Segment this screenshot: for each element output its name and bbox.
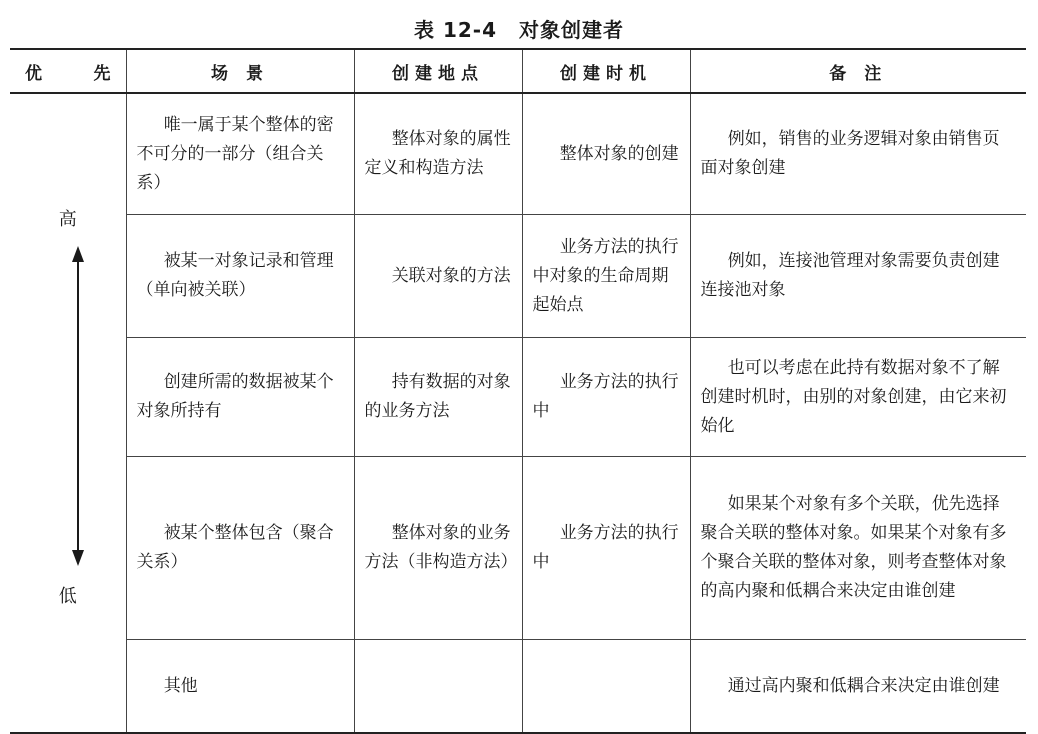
notes-cell: 如果某个对象有多个关联，优先选择聚合关联的整体对象。如果某个对象有多个聚合关联的整体对象，则考查整体对象的高内聚和低耦合来决定由谁创建 [690, 457, 1026, 640]
location-cell: 关联对象的方法 [354, 215, 522, 338]
scene-cell: 唯一属于某个整体的密不可分的一部分（组合关系） [126, 93, 354, 215]
notes-cell: 例如，销售的业务逻辑对象由销售页面对象创建 [690, 93, 1026, 215]
header-priority-right: 先 [93, 63, 111, 84]
scene-cell: 被某个整体包含（聚合关系） [126, 457, 354, 640]
timing-cell: 整体对象的创建 [522, 93, 690, 215]
timing-cell [522, 640, 690, 734]
header-timing: 创建时机 [522, 49, 690, 93]
table-row [10, 338, 1026, 457]
timing-cell: 业务方法的执行中对象的生命周期起始点 [522, 215, 690, 338]
priority-column [10, 93, 126, 733]
table-row [10, 215, 1026, 338]
table-row [10, 93, 1026, 215]
table-row [10, 640, 1026, 734]
priority-high-label: 高 [58, 209, 77, 230]
header-scene: 场 景 [126, 49, 354, 93]
scene-cell: 其他 [126, 640, 354, 734]
notes-cell: 通过高内聚和低耦合来决定由谁创建 [690, 640, 1026, 734]
priority-low-label: 低 [58, 586, 77, 607]
location-cell: 整体对象的属性定义和构造方法 [354, 93, 522, 215]
notes-cell: 例如，连接池管理对象需要负责创建连接池对象 [690, 215, 1026, 338]
table-title: 对象创建者 [519, 18, 624, 42]
object-creator-table [10, 48, 1026, 734]
location-cell: 持有数据的对象的业务方法 [354, 338, 522, 457]
header-row [10, 49, 1026, 93]
header-location: 创建地点 [354, 49, 522, 93]
header-priority [10, 49, 126, 93]
table-number: 表 12-4 [413, 18, 497, 42]
location-cell [354, 640, 522, 734]
timing-cell: 业务方法的执行中 [522, 457, 690, 640]
table-row [10, 457, 1026, 640]
scene-cell: 创建所需的数据被某个对象所持有 [126, 338, 354, 457]
location-cell: 整体对象的业务方法（非构造方法） [354, 457, 522, 640]
priority-double-arrow-icon [68, 246, 88, 566]
table-caption [0, 14, 1038, 43]
notes-cell: 也可以考虑在此持有数据对象不了解创建时机时，由别的对象创建，由它来初始化 [690, 338, 1026, 457]
header-priority-left: 优 [25, 63, 42, 84]
scene-cell: 被某一对象记录和管理（单向被关联） [126, 215, 354, 338]
header-notes: 备 注 [690, 49, 1026, 93]
timing-cell: 业务方法的执行中 [522, 338, 690, 457]
